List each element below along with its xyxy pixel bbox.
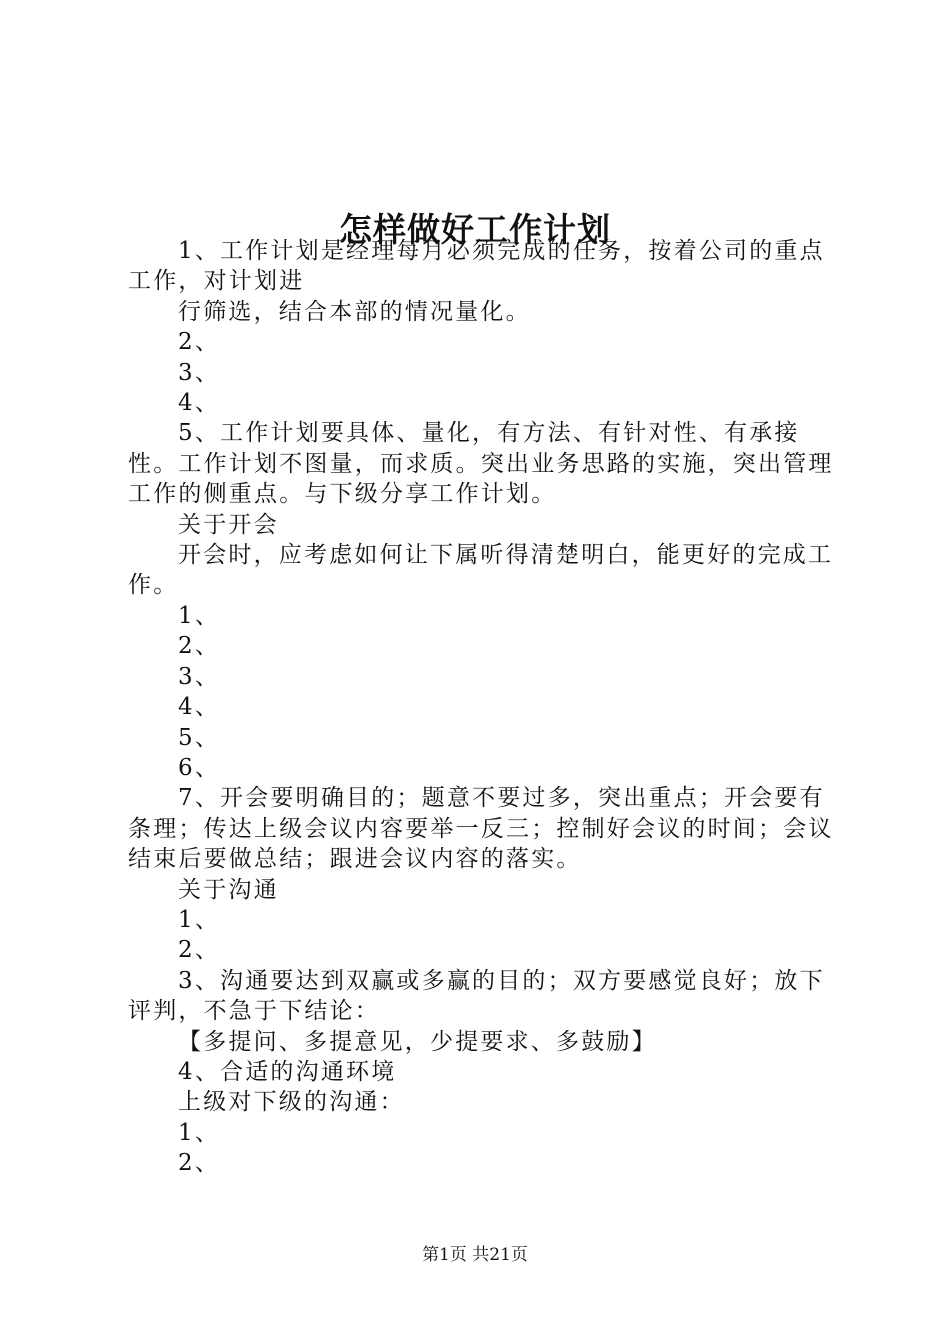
- paragraph: 4、: [178, 694, 221, 721]
- page-footer: 第1页 共21页: [422, 1245, 528, 1265]
- paragraph: 5、: [178, 724, 221, 751]
- paragraph: 2、: [178, 937, 221, 964]
- paragraph: 行筛选，结合本部的情况量化。: [178, 298, 531, 325]
- paragraph: 【多提问、多提意见，少提要求、多鼓励】: [178, 1028, 657, 1055]
- paragraph: 3、: [178, 663, 221, 690]
- paragraph: 3、沟通要达到双赢或多赢的目的；双方要感觉良好；放下评判，不急于下结论：: [128, 967, 825, 1025]
- paragraph: 1、: [178, 906, 221, 933]
- paragraph: 2、: [178, 1150, 221, 1177]
- paragraph: 开会时，应考虑如何让下属听得清楚明白，能更好的完成工作。: [128, 542, 834, 599]
- paragraph: 3、: [178, 359, 221, 386]
- document-title: 怎样做好工作计划: [339, 210, 611, 250]
- section-heading: 关于开会: [178, 511, 279, 538]
- paragraph: 7、开会要明确目的；题意不要过多，突出重点；开会要有条理；传达上级会议内容要举一反三；控制好会议的时间；会议结束后要做总结；跟进会议内容的落实。: [128, 785, 834, 873]
- paragraph: 上级对下级的沟通：: [178, 1089, 405, 1116]
- paragraph: 2、: [178, 633, 221, 660]
- paragraph: 2、: [178, 329, 221, 356]
- paragraph: 4、: [178, 390, 221, 417]
- paragraph: 1、: [178, 602, 221, 629]
- paragraph: 6、: [178, 754, 221, 781]
- paragraph: 1、工作计划是经理每月必须完成的任务，按着公司的重点工作，对计划进: [128, 238, 825, 295]
- document-body: [128, 236, 834, 1179]
- paragraph: 1、: [178, 1119, 221, 1146]
- paragraph: 5、工作计划要具体、量化，有方法、有针对性、有承接性。工作计划不图量，而求质。突出业务思路的实施，突出管理工作的侧重点。与下级分享工作计划。: [128, 420, 834, 508]
- section-heading: 关于沟通: [178, 876, 279, 903]
- paragraph: 4、合适的沟通环境: [178, 1058, 397, 1085]
